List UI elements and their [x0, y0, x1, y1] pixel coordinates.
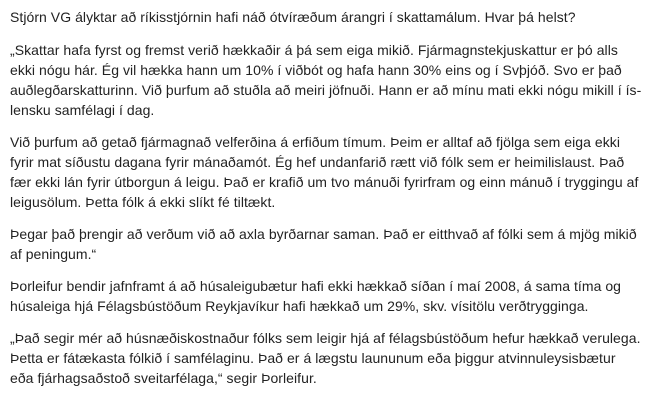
article-paragraph-quote-housing-costs: „Það segir mér að húsnæðiskostnaður fólks sem leigir hjá af félagsbústöðum hefur hækkað verulega. Þetta er fátækasta fólkið í samfélaginu. Það er á lægstu laununum eða þiggur atvinnuleysisbætur eða fjárhagsaðstoð sveitarfélaga,“ segir Þorleifur.	[10, 330, 641, 386]
article-paragraph-intro: Stjórn VG ályktar að ríkisstjórnin hafi náð ótvíræðum árangri í skattamálum. Hvar þá helst?	[10, 9, 576, 25]
article-paragraph-quote-taxes: „Skattar hafa fyrst og fremst verið hækkaðir á þá sem eiga mikið. Fjármagnstekjuskattur er þó alls ekki nógu hár. Ég vil hækka hann um 10% í viðbót og hafa hann 30% eins og í Svþjóð. Svo er það auðlegðarskatturinn. Við þurfum að stuðla að meiri jöfnuði. Hann er að mínu mati ekki nógu mikill í íslensku samfélagi í dag.	[10, 42, 642, 118]
article-paragraph-quote-welfare: Við þurfum að getað fjármagnað velferðina á erfiðum tímum. Þeim er alltaf að fjölga sem eiga ekki fyrir mat síðustu dagana fyrir mánaðamót. Ég hef undanfarið rætt við fólk sem er heimilislaust. Það fær ekki lán fyrir útborgun á leigu. Það er krafið um tvo mánuði fyrirfram og einn mánuð í tryggingu af leigusölum. Þetta fólk á ekki slíkt fé tiltækt.	[10, 134, 639, 210]
article-paragraph-quote-burdens: Þegar það þrengir að verðum við að axla byrðarnar saman. Það er eitthvað af fólki sem á mjög mikið af peningum.“	[10, 226, 637, 262]
article-paragraph-housing-benefits: Þorleifur bendir jafnframt á að húsaleigubætur hafi ekki hækkað síðan í maí 2008, á sama tíma og húsaleiga hjá Félagsbústöðum Reykjavíkur hafi hækkað um 29%, skv. vísitölu verðtrygginga.	[10, 278, 622, 314]
